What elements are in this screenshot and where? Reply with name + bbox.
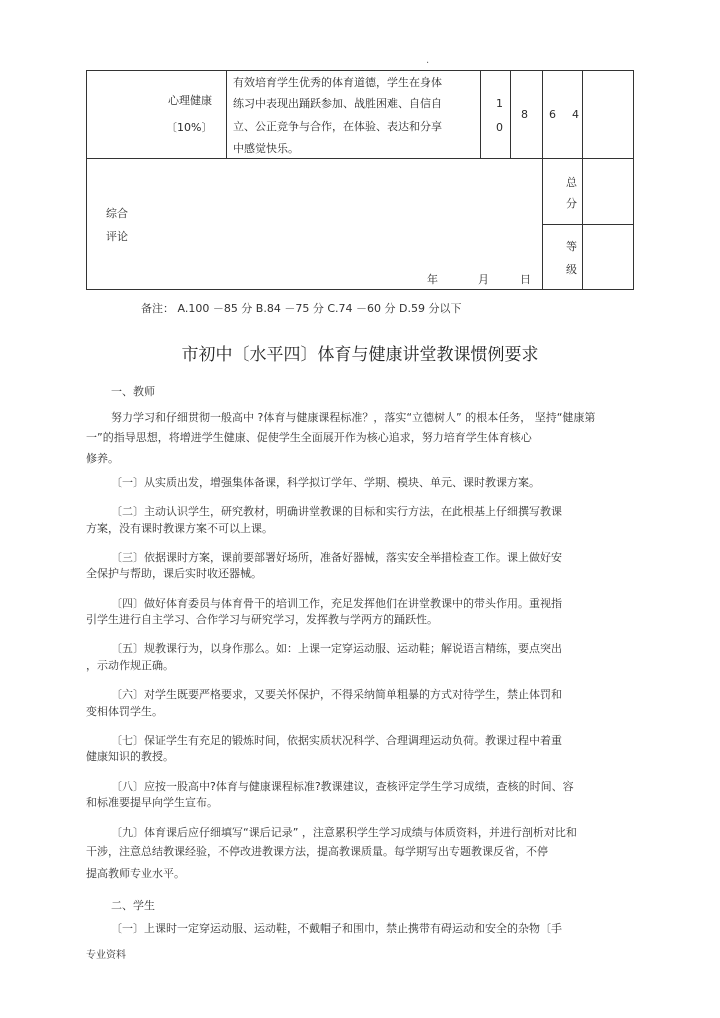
- comment-label: 综合: [106, 207, 128, 220]
- list-item: 引学生进行自主学习、合作学习与研究学习，发挥教与学两方的踊跃性。: [86, 613, 438, 626]
- paragraph-line: 努力学习和仔细贯彻一般高中 ?体育与健康课程标准？，落实“立德树人” 的根本任务， 坚持“健康第: [111, 411, 596, 424]
- comment-label: 评论: [106, 230, 128, 243]
- list-item: 全保护与帮助，课后实时收还器械。: [86, 567, 262, 580]
- list-item: 〔三〕依据课时方案，课前要部署好场所，准备好器械，落实安全举措检查工作。课上做好安: [111, 551, 562, 564]
- page-mark: ·: [426, 58, 430, 69]
- table-line: [86, 289, 634, 290]
- paragraph-line: 一”的指导思想，将增进学生健康、促使学生全面展开作为核心追求，努力培育学生体育核心: [86, 431, 532, 444]
- table-line: [510, 70, 511, 158]
- section-heading: 二、学生: [111, 899, 155, 912]
- date-month: 月: [478, 273, 489, 286]
- list-item: 健康知识的教授。: [86, 750, 174, 763]
- list-item: 变相体罚学生。: [86, 705, 163, 718]
- list-item: 〔二〕主动认识学生，研究教材，明确讲堂教课的目标和实行方法，在此根基上仔细撰写教课: [111, 505, 562, 518]
- list-item: 方案，没有课时教课方案不可以上课。: [86, 522, 273, 535]
- list-item: 〔七〕保证学生有充足的锻炼时间，依据实质状况科学、合理调理运动负荷。教课过程中着重: [111, 734, 562, 747]
- score-d: 4: [572, 108, 579, 121]
- section-heading: 一、教师: [111, 385, 155, 398]
- table-line: [480, 70, 481, 158]
- grade-label: 等: [566, 240, 577, 253]
- evaluation-table: [86, 70, 634, 290]
- grade-label: 级: [566, 263, 577, 276]
- table-line: [226, 70, 227, 158]
- total-label: 总: [566, 176, 577, 189]
- score-c: 6: [549, 108, 556, 121]
- page-title: 市初中〔水平四〕体育与健康讲堂教课惯例要求: [181, 345, 539, 365]
- total-label: 分: [566, 197, 577, 210]
- table-line: [86, 70, 87, 290]
- date-year: 年: [427, 273, 438, 286]
- description-line: 中感觉快乐。: [233, 142, 299, 155]
- date-day: 日: [520, 273, 531, 286]
- list-item: 〔八〕应按一股高中?体育与健康课程标准?教课建议，查核评定学生学习成绩，查核的时间、容: [111, 780, 574, 793]
- list-item: 〔九〕体育课后应仔细填写“课后记录” ，注意累积学生学习成绩与体质资料，并进行剖析对比和: [111, 826, 577, 839]
- list-item: 〔六〕对学生既要严格要求，又要关怀保护，不得采纳简单粗暴的方式对待学生，禁止体罚和: [111, 688, 562, 701]
- list-item: 和标准要提早向学生宣布。: [86, 796, 218, 809]
- grade-note: 备注： A.100 －85 分 B.84 －75 分 C.74 －60 分 D.59 分以下: [141, 302, 462, 315]
- list-item: 〔一〕上课时一定穿运动服、运动鞋，不戴帽子和围巾，禁止携带有碍运动和安全的杂物〔手: [111, 922, 562, 935]
- category-weight: 〔10%〕: [166, 121, 213, 134]
- page-footer: 专业资料: [86, 950, 126, 961]
- score-a-top: 1: [496, 97, 503, 110]
- category-label: 心理健康: [168, 94, 212, 107]
- list-item: 〔一〕从实质出发，增强集体备课，科学拟订学年、学期、模块、单元、课时教课方案。: [111, 476, 540, 489]
- description-line: 有效培育学生优秀的体育道德，学生在身体: [233, 76, 442, 89]
- table-line: [542, 224, 634, 225]
- table-line: [582, 70, 583, 290]
- list-item: 干涉，注意总结教课经验，不停改进教课方法，提高教课质量。每学期写出专题教课反省，不停: [86, 845, 548, 858]
- table-line: [86, 158, 634, 159]
- list-item: 提高教师专业水平。: [86, 867, 185, 880]
- description-line: 练习中表现出踊跃参加、战胜困难、自信自: [233, 97, 442, 110]
- table-line: [86, 70, 634, 71]
- table-line: [542, 70, 543, 290]
- score-a-bottom: 0: [496, 121, 503, 134]
- list-item: ，示动作规正确。: [86, 659, 174, 672]
- description-line: 立、公正竞争与合作，在体验、表达和分享: [233, 120, 442, 133]
- score-b: 8: [521, 108, 528, 121]
- table-line: [633, 70, 634, 290]
- list-item: 〔四〕做好体育委员与体育骨干的培训工作，充足发挥他们在讲堂教课中的带头作用。重视指: [111, 597, 562, 610]
- paragraph-line: 修养。: [86, 452, 119, 465]
- list-item: 〔五〕规教课行为，以身作那么。如：上课一定穿运动服、运动鞋；解说语言精练，要点突出: [111, 642, 562, 655]
